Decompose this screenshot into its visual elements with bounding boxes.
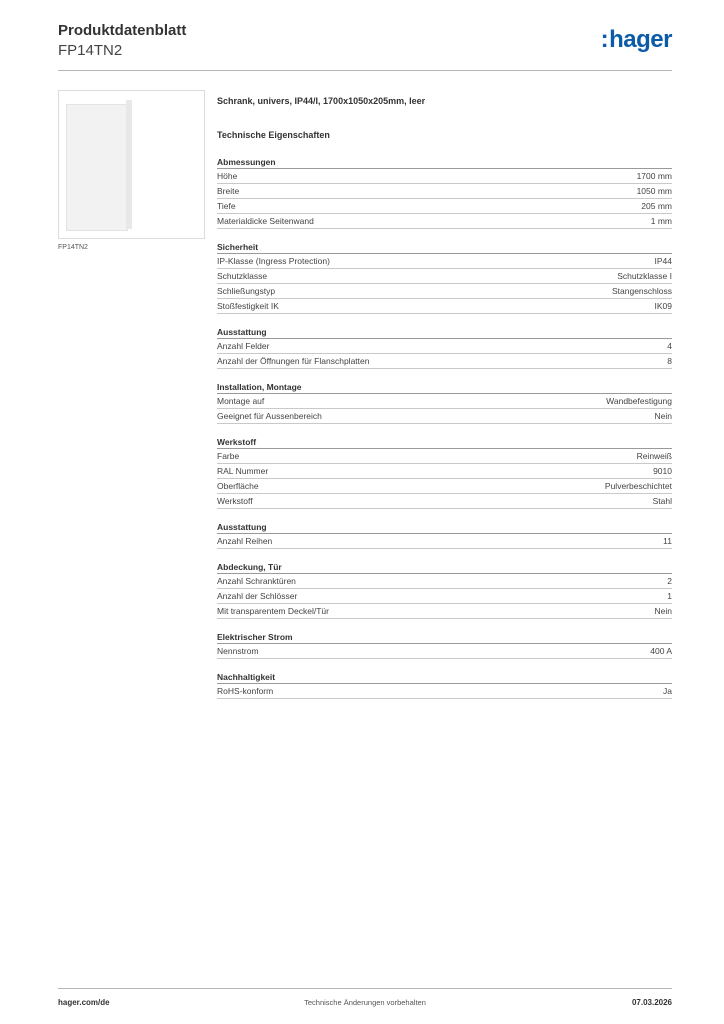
spec-label: RAL Nummer — [217, 466, 269, 476]
spec-row — [217, 464, 672, 479]
footer-date: 07.03.2026 — [631, 998, 672, 1007]
spec-group-title: Ausstattung — [217, 326, 672, 339]
spec-label: RoHS-konform — [217, 686, 274, 696]
spec-value: Schutzklasse I — [617, 271, 672, 281]
footer-website: hager.com/de — [58, 998, 110, 1007]
spec-label: Materialdicke Seitenwand — [217, 216, 314, 226]
spec-value: 9010 — [653, 466, 672, 476]
spec-group-title: Ausstattung — [217, 521, 672, 534]
spec-group — [217, 631, 672, 659]
spec-group — [217, 241, 672, 314]
spec-label: Mit transparentem Deckel/Tür — [217, 606, 329, 616]
spec-value: Pulverbeschichtet — [604, 481, 672, 491]
spec-label: Anzahl Felder — [217, 341, 270, 351]
spec-group — [217, 381, 672, 424]
spec-value: Stahl — [652, 496, 672, 506]
spec-value: 1 — [667, 591, 672, 601]
spec-label: Anzahl Reihen — [217, 536, 273, 546]
spec-value: 205 mm — [641, 201, 672, 211]
cabinet-side-shape — [126, 100, 132, 229]
spec-row — [217, 409, 672, 424]
spec-row — [217, 534, 672, 549]
spec-value: Ja — [663, 686, 672, 696]
product-code: FP14TN2 — [58, 42, 123, 59]
footer-disclaimer: Technische Änderungen vorbehalten — [304, 998, 426, 1007]
page-header — [58, 22, 672, 71]
spec-group-title: Abdeckung, Tür — [217, 561, 672, 574]
spec-label: Anzahl der Schlösser — [217, 591, 298, 601]
spec-label: Farbe — [217, 451, 240, 461]
spec-row — [217, 269, 672, 284]
spec-value: IP44 — [654, 256, 672, 266]
spec-group — [217, 561, 672, 619]
spec-value: 1700 mm — [636, 171, 672, 181]
spec-label: Schließungstyp — [217, 286, 276, 296]
spec-label: Stoßfestigkeit IK — [217, 301, 279, 311]
logo-text: hager — [609, 26, 672, 53]
spec-row — [217, 184, 672, 199]
spec-label: IP-Klasse (Ingress Protection) — [217, 256, 330, 266]
spec-group — [217, 436, 672, 509]
product-description: Schrank, univers, IP44/I, 1700x1050x205mm, leer — [217, 96, 426, 106]
spec-group-title: Installation, Montage — [217, 381, 672, 394]
spec-value: 400 A — [650, 646, 672, 656]
spec-label: Breite — [217, 186, 240, 196]
spec-row — [217, 479, 672, 494]
spec-label: Montage auf — [217, 396, 265, 406]
spec-label: Anzahl der Öffnungen für Flanschplatten — [217, 356, 370, 366]
spec-value: Nein — [654, 411, 672, 421]
spec-group — [217, 671, 672, 699]
spec-value: Nein — [654, 606, 672, 616]
spec-group-title: Werkstoff — [217, 436, 672, 449]
hager-logo — [601, 26, 672, 54]
spec-group — [217, 156, 672, 229]
spec-label: Werkstoff — [217, 496, 253, 506]
spec-content — [217, 96, 672, 699]
spec-value: 11 — [663, 536, 672, 546]
technical-properties-heading: Technische Eigenschaften — [217, 130, 330, 140]
spec-value: Wandbefestigung — [606, 396, 672, 406]
spec-row — [217, 199, 672, 214]
spec-row — [217, 299, 672, 314]
spec-row — [217, 339, 672, 354]
spec-label: Nennstrom — [217, 646, 259, 656]
spec-row — [217, 449, 672, 464]
document-title: Produktdatenblatt — [58, 22, 187, 39]
spec-value: 2 — [667, 576, 672, 586]
spec-label: Höhe — [217, 171, 238, 181]
spec-value: 1 mm — [650, 216, 672, 226]
spec-row — [217, 284, 672, 299]
spec-value: IK09 — [654, 301, 672, 311]
spec-row — [217, 684, 672, 699]
spec-label: Oberfläche — [217, 481, 259, 491]
spec-value: 4 — [667, 341, 672, 351]
logo-colon-icon: : — [600, 26, 609, 53]
spec-row — [217, 394, 672, 409]
product-image — [58, 90, 205, 239]
spec-group — [217, 326, 672, 369]
spec-row — [217, 574, 672, 589]
spec-value: 1050 mm — [636, 186, 672, 196]
spec-group-title: Abmessungen — [217, 156, 672, 169]
spec-row — [217, 494, 672, 509]
spec-group-title: Nachhaltigkeit — [217, 671, 672, 684]
spec-row — [217, 214, 672, 229]
spec-row — [217, 169, 672, 184]
cabinet-front-shape — [66, 104, 128, 231]
spec-value: Reinweiß — [636, 451, 672, 461]
spec-group-title: Elektrischer Strom — [217, 631, 672, 644]
spec-row — [217, 354, 672, 369]
spec-groups — [217, 156, 672, 699]
spec-row — [217, 254, 672, 269]
spec-label: Schutzklasse — [217, 271, 268, 281]
spec-value: Stangenschloss — [611, 286, 672, 296]
spec-label: Tiefe — [217, 201, 236, 211]
spec-label: Anzahl Schranktüren — [217, 576, 296, 586]
spec-label: Geeignet für Aussenbereich — [217, 411, 322, 421]
spec-value: 8 — [667, 356, 672, 366]
spec-row — [217, 589, 672, 604]
page-footer — [58, 988, 672, 1009]
spec-row — [217, 644, 672, 659]
image-caption: FP14TN2 — [58, 244, 88, 251]
spec-group — [217, 521, 672, 549]
spec-group-title: Sicherheit — [217, 241, 672, 254]
spec-row — [217, 604, 672, 619]
